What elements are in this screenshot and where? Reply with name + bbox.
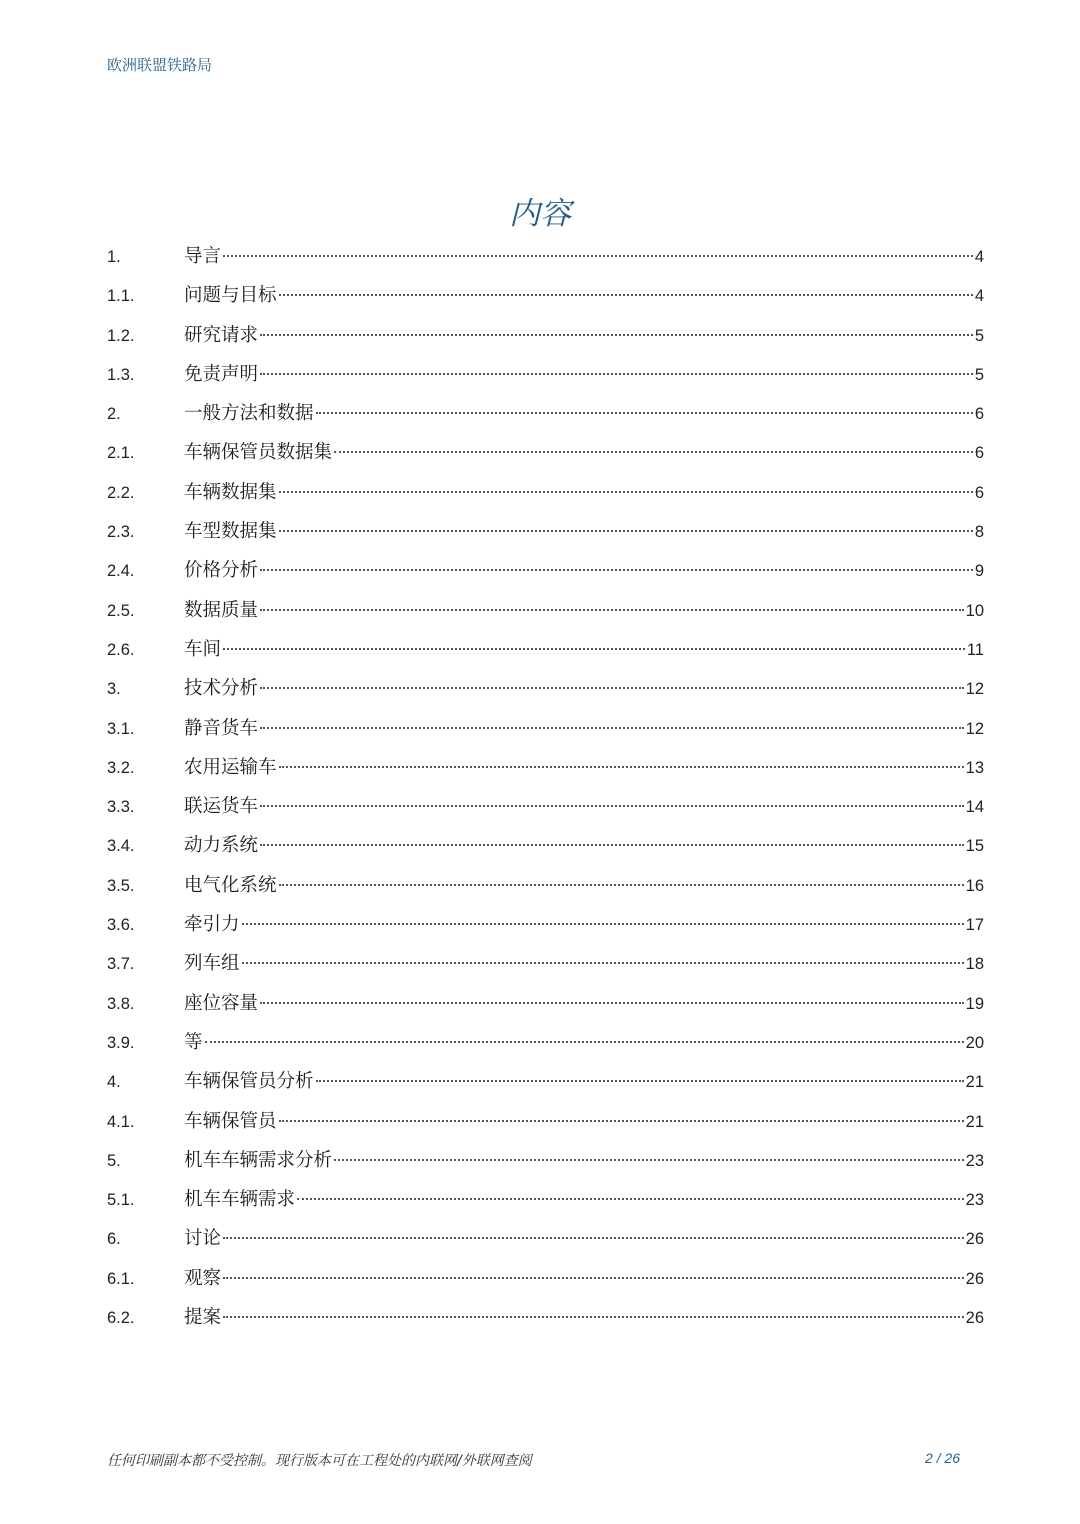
- toc-entry-page: 23: [965, 1191, 984, 1210]
- toc-entry[interactable]: [107, 866, 984, 905]
- toc-entry-number: 6.2.: [107, 1309, 135, 1328]
- toc-dot-leader: [279, 765, 964, 768]
- footer-note: 任何印刷副本都不受控制。现行版本可在工程处的内联网/外联网查阅: [107, 1453, 532, 1469]
- table-of-contents: [107, 237, 984, 1337]
- toc-dot-leader: [242, 961, 964, 964]
- toc-dot-leader: [223, 1236, 964, 1239]
- toc-dot-leader: [223, 647, 965, 650]
- toc-entry-label[interactable]: 技术分析: [184, 678, 259, 700]
- toc-entry-page: 9: [974, 562, 984, 581]
- toc-entry-page: 5: [974, 326, 984, 345]
- toc-entry[interactable]: [107, 512, 984, 551]
- toc-entry[interactable]: [107, 787, 984, 826]
- toc-entry-page: 26: [965, 1269, 984, 1288]
- toc-entry[interactable]: [107, 1023, 984, 1062]
- toc-entry-label[interactable]: 电气化系统: [184, 874, 277, 896]
- toc-entry-number: 6.1.: [107, 1269, 135, 1288]
- toc-entry-label[interactable]: 农用运输车: [184, 756, 277, 778]
- toc-entry[interactable]: [107, 316, 984, 355]
- toc-dot-leader: [223, 1315, 964, 1318]
- toc-entry[interactable]: [107, 1298, 984, 1337]
- toc-dot-leader: [205, 1040, 964, 1043]
- toc-entry-number: 1.3.: [107, 365, 135, 384]
- toc-dot-leader: [223, 1276, 964, 1279]
- toc-entry-number: 4.1.: [107, 1112, 135, 1131]
- toc-entry[interactable]: [107, 630, 984, 669]
- toc-entry-page: 13: [965, 758, 984, 777]
- toc-entry-page: 6: [974, 444, 984, 463]
- toc-entry[interactable]: [107, 826, 984, 865]
- toc-entry-number: 2.: [107, 405, 121, 424]
- toc-dot-leader: [279, 490, 973, 493]
- toc-entry-number: 2.1.: [107, 444, 135, 463]
- toc-entry-page: 18: [965, 955, 984, 974]
- toc-dot-leader: [260, 568, 973, 571]
- toc-entry-number: 4.: [107, 1073, 121, 1092]
- toc-entry-number: 3.5.: [107, 876, 135, 895]
- toc-entry-number: 5.: [107, 1151, 121, 1170]
- toc-entry-label[interactable]: 等: [184, 1031, 203, 1053]
- toc-dot-leader: [279, 883, 964, 886]
- toc-entry[interactable]: [107, 1259, 984, 1298]
- toc-entry-label[interactable]: 机车车辆需求分析: [184, 1149, 333, 1171]
- toc-entry-label[interactable]: 机车车辆需求: [184, 1189, 296, 1211]
- toc-entry-number: 2.5.: [107, 601, 135, 620]
- toc-entry-label[interactable]: 讨论: [184, 1228, 222, 1250]
- toc-dot-leader: [260, 804, 964, 807]
- toc-entry-number: 3.7.: [107, 955, 135, 974]
- toc-entry[interactable]: [107, 551, 984, 590]
- toc-entry-page: 21: [965, 1112, 984, 1131]
- toc-entry-page: 5: [974, 365, 984, 384]
- toc-entry-number: 1.: [107, 248, 121, 266]
- toc-entry-page: 12: [965, 719, 984, 738]
- toc-entry[interactable]: [107, 1062, 984, 1101]
- toc-entry-label[interactable]: 数据质量: [184, 599, 259, 621]
- toc-dot-leader: [334, 1158, 964, 1161]
- toc-dot-leader: [279, 293, 973, 296]
- toc-entry-label[interactable]: 导言: [184, 246, 222, 267]
- toc-entry-number: 6.: [107, 1230, 121, 1249]
- toc-entry-label[interactable]: 动力系统: [184, 835, 259, 857]
- toc-dot-leader: [260, 686, 964, 689]
- toc-entry-label[interactable]: 免责声明: [184, 363, 259, 385]
- toc-entry[interactable]: [107, 237, 984, 276]
- toc-entry-page: 26: [965, 1309, 984, 1328]
- toc-entry[interactable]: [107, 394, 984, 433]
- toc-entry-label[interactable]: 静音货车: [184, 717, 259, 739]
- toc-entry-page: 23: [965, 1151, 984, 1170]
- toc-entry-number: 2.6.: [107, 640, 135, 659]
- toc-entry-label[interactable]: 车间: [184, 638, 222, 660]
- toc-dot-leader: [260, 372, 973, 375]
- header-organization: 欧洲联盟铁路局: [107, 56, 213, 74]
- toc-dot-leader: [316, 1079, 964, 1082]
- toc-entry[interactable]: [107, 1102, 984, 1141]
- toc-entry-page: 10: [965, 601, 984, 620]
- toc-entry-page: 26: [965, 1230, 984, 1249]
- toc-dot-leader: [260, 843, 964, 846]
- toc-entry[interactable]: [107, 1180, 984, 1219]
- toc-entry[interactable]: [107, 984, 984, 1023]
- toc-entry-page: 20: [965, 1033, 984, 1052]
- toc-entry-label[interactable]: 列车组: [184, 953, 240, 975]
- toc-entry-number: 5.1.: [107, 1191, 135, 1210]
- toc-entry[interactable]: [107, 433, 984, 472]
- toc-entry-page: 16: [965, 876, 984, 895]
- toc-entry-label[interactable]: 车辆保管员: [184, 1110, 277, 1132]
- toc-entry-number: 3.8.: [107, 994, 135, 1013]
- toc-entry-number: 1.2.: [107, 326, 135, 345]
- toc-entry-label[interactable]: 车型数据集: [184, 521, 277, 543]
- toc-entry[interactable]: [107, 905, 984, 944]
- toc-dot-leader: [279, 1119, 964, 1122]
- toc-entry-page: 8: [974, 523, 984, 542]
- toc-entry[interactable]: [107, 276, 984, 315]
- toc-entry-label[interactable]: 车辆保管员数据集: [184, 442, 333, 464]
- toc-entry-page: 6: [974, 483, 984, 502]
- toc-entry[interactable]: [107, 748, 984, 787]
- footer-page-number: 2 / 26: [924, 1450, 960, 1466]
- toc-entry-label[interactable]: 车辆数据集: [184, 481, 277, 503]
- toc-entry[interactable]: [107, 944, 984, 983]
- toc-dot-leader: [223, 254, 973, 257]
- toc-entry-number: 3.9.: [107, 1033, 135, 1052]
- toc-entry[interactable]: [107, 355, 984, 394]
- toc-entry-number: 2.4.: [107, 562, 135, 581]
- toc-entry-label[interactable]: 观察: [184, 1267, 222, 1289]
- toc-entry-page: 4: [974, 287, 984, 306]
- toc-dot-leader: [242, 922, 964, 925]
- toc-dot-leader: [316, 411, 973, 414]
- toc-entry-number: 3.: [107, 680, 121, 699]
- toc-entry-number: 3.1.: [107, 719, 135, 738]
- toc-entry[interactable]: [107, 709, 984, 748]
- toc-title: 内容: [509, 196, 571, 232]
- toc-dot-leader: [260, 333, 973, 336]
- toc-dot-leader: [260, 608, 964, 611]
- toc-entry[interactable]: [107, 1219, 984, 1258]
- toc-dot-leader: [334, 450, 973, 453]
- toc-entry-number: 3.2.: [107, 758, 135, 777]
- toc-entry-page: 17: [965, 916, 984, 935]
- toc-entry-page: 19: [965, 994, 984, 1013]
- toc-entry-page: 4: [974, 248, 984, 266]
- toc-entry-page: 21: [965, 1073, 984, 1092]
- toc-dot-leader: [260, 1001, 964, 1004]
- toc-entry[interactable]: [107, 473, 984, 512]
- toc-entry[interactable]: [107, 591, 984, 630]
- toc-entry-number: 1.1.: [107, 287, 135, 306]
- toc-entry-label[interactable]: 问题与目标: [184, 285, 277, 307]
- toc-entry-page: 12: [965, 680, 984, 699]
- toc-entry-page: 6: [974, 405, 984, 424]
- toc-entry-label[interactable]: 牵引力: [184, 914, 240, 936]
- toc-entry-label[interactable]: 座位容量: [184, 992, 259, 1014]
- toc-entry[interactable]: [107, 669, 984, 708]
- toc-entry-page: 15: [965, 837, 984, 856]
- toc-entry-number: 3.3.: [107, 798, 135, 817]
- toc-entry-label[interactable]: 联运货车: [184, 796, 259, 818]
- toc-entry-page: 11: [966, 640, 984, 659]
- toc-entry-number: 2.2.: [107, 483, 135, 502]
- toc-entry[interactable]: [107, 1141, 984, 1180]
- toc-entry-label[interactable]: 提案: [184, 1307, 222, 1329]
- toc-dot-leader: [279, 529, 973, 532]
- toc-entry-label[interactable]: 研究请求: [184, 324, 259, 346]
- toc-entry-number: 2.3.: [107, 523, 135, 542]
- toc-entry-page: 14: [965, 798, 984, 817]
- toc-entry-label[interactable]: 价格分析: [184, 560, 259, 582]
- toc-dot-leader: [297, 1197, 964, 1200]
- toc-entry-label[interactable]: 一般方法和数据: [184, 403, 314, 425]
- toc-entry-number: 3.4.: [107, 837, 135, 856]
- toc-entry-label[interactable]: 车辆保管员分析: [184, 1071, 314, 1093]
- toc-entry-number: 3.6.: [107, 916, 135, 935]
- toc-dot-leader: [260, 726, 964, 729]
